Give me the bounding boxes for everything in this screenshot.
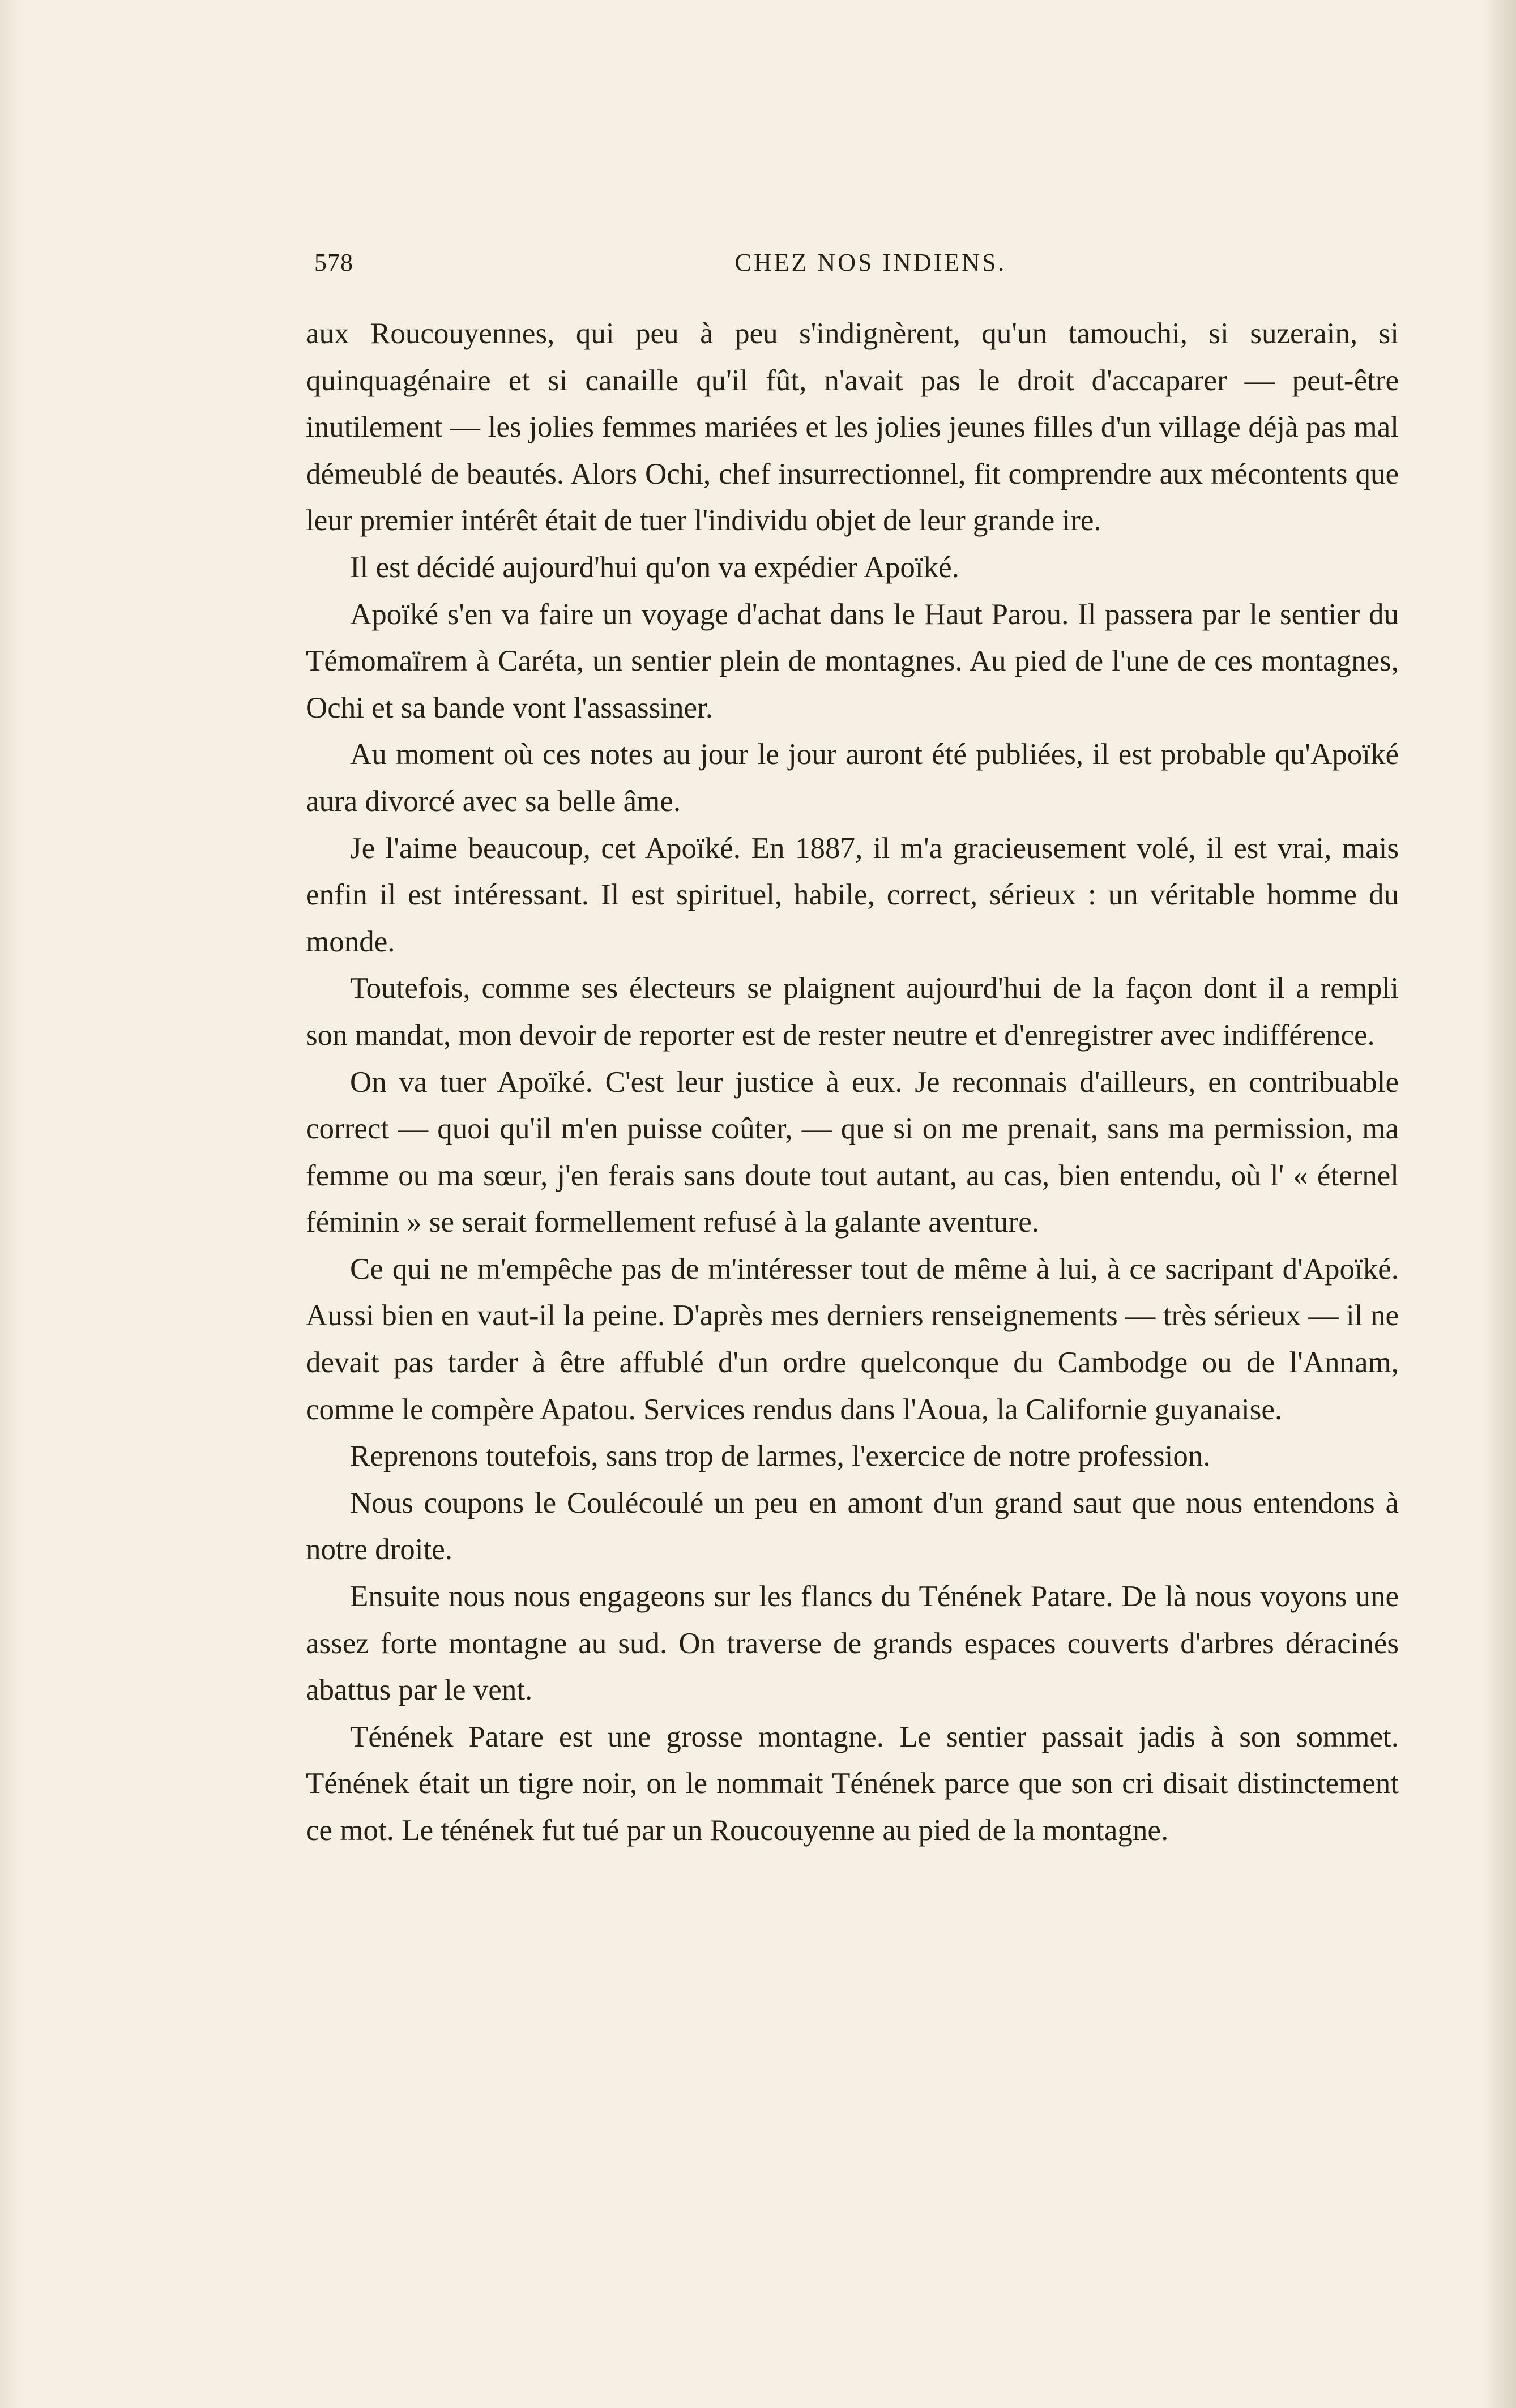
paragraph: Apoïké s'en va faire un voyage d'achat dans le Haut Parou. Il passera par le sentier du Témomaïrem à Caréta, un sentier plein de montagnes. Au pied de l'une de ces montagnes, Ochi et sa bande vont l'assassiner. bbox=[306, 597, 1399, 724]
page-number: 578 bbox=[314, 249, 353, 276]
paragraph: On va tuer Apoïké. C'est leur justice à eux. Je reconnais d'ailleurs, en contribuable correct — quoi qu'il m'en puisse coûter, — que si on me prenait, sans ma permission, ma femme ou ma sœur, j'en ferais sans doute tout autant, au cas, bien entendu, où l' « éternel féminin » se serait formellement refusé à la galante aventure. bbox=[306, 1065, 1399, 1239]
paragraph: Reprenons toutefois, sans trop de larmes, l'exercice de notre profession. bbox=[350, 1440, 1211, 1473]
paragraph: Ténének Patare est une grosse montagne. Le sentier passait jadis à son sommet. Ténének était un tigre noir, on le nommait Ténének parce que son cri disait distinctement ce mot. Le ténének fut tué par un Roucouyenne au pied de la montagne. bbox=[306, 1720, 1399, 1847]
paragraph: Toutefois, comme ses électeurs se plaignent aujourd'hui de la façon dont il a rempli son mandat, mon devoir de reporter est de rester neutre et d'enregistrer avec indifférence. bbox=[306, 972, 1399, 1052]
paragraph-continued: aux Roucouyennes, qui peu à peu s'indignèrent, qu'un tamouchi, si suzerain, si quinquagénaire et si canaille qu'il fût, n'avait pas le droit d'accaparer — peut-être inutilement — les jolies femmes mariées et les jolies jeunes filles d'un village déjà pas mal démeublé de beautés. Alors Ochi, chef insurrectionnel, fit comprendre aux mécontents que leur premier intérêt était de tuer l'individu objet de leur grande ire. bbox=[306, 317, 1399, 537]
paragraph: Il est décidé aujourd'hui qu'on va expédier Apoïké. bbox=[350, 550, 959, 584]
page-shadow bbox=[0, 0, 23, 2408]
paragraph: Ensuite nous nous engageons sur les flancs du Ténének Patare. De là nous voyons une assez forte montagne au sud. On traverse de grands espaces couverts d'arbres déracinés abattus par le vent. bbox=[306, 1580, 1399, 1707]
page-edge-shadow bbox=[1482, 0, 1516, 2408]
running-title: CHEZ NOS INDIENS. bbox=[734, 249, 1007, 276]
paragraph: Nous coupons le Coulécoulé un peu en amont d'un grand saut que nous entendons à notre droite. bbox=[306, 1486, 1399, 1566]
paragraph: Ce qui ne m'empêche pas de m'intéresser tout de même à lui, à ce sacripant d'Apoïké. Aussi bien en vaut-il la peine. D'après mes derniers renseignements — très sérieux — il ne devait pas tarder à être affublé d'un ordre quelconque du Cambodge ou de l'Annam, comme le compère Apatou. Services rendus dans l'Aoua, la Californie guyanaise. bbox=[306, 1252, 1399, 1426]
paragraph: Je l'aime beaucoup, cet Apoïké. En 1887, il m'a gracieusement volé, il est vrai, mais enfin il est intéressant. Il est spirituel, habile, correct, sérieux : un véritable homme du monde. bbox=[306, 831, 1399, 958]
paragraph: Au moment où ces notes au jour le jour auront été publiées, il est probable qu'Apoïké aura divorcé avec sa belle âme. bbox=[306, 738, 1399, 818]
body-text bbox=[306, 310, 1399, 1854]
running-head bbox=[303, 248, 1438, 288]
